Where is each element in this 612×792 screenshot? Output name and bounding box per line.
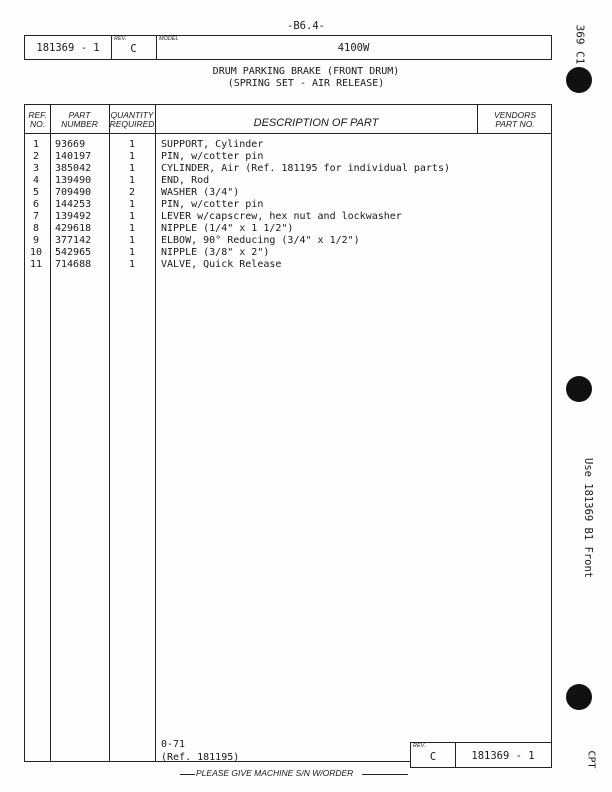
margin-note-middle: Use 181369 B1 Front <box>582 458 594 579</box>
ref-no: 1 <box>32 139 40 150</box>
top-model-value: 4100W <box>337 42 370 54</box>
header-part-number: PART NUMBER <box>61 110 98 129</box>
table-row <box>25 247 551 259</box>
qty: 1 <box>128 151 136 162</box>
table-row <box>25 259 551 271</box>
part-no: 542965 <box>55 247 92 258</box>
table-row <box>25 163 551 175</box>
parts-table <box>24 104 552 762</box>
footnote-ref: (Ref. 181195) <box>161 752 240 763</box>
description: NIPPLE (3/8" x 2") <box>161 247 270 258</box>
qty: 1 <box>128 211 136 222</box>
qty: 1 <box>128 139 136 150</box>
footer-rule-left <box>180 774 195 775</box>
part-no: 140197 <box>55 151 92 162</box>
qty: 1 <box>128 235 136 246</box>
part-no: 385042 <box>55 163 92 174</box>
header-quantity: QUANTITY REQUIRED <box>109 110 155 129</box>
table-row <box>25 175 551 187</box>
part-no: 714688 <box>55 259 92 270</box>
description: SUPPORT, Cylinder <box>161 139 264 150</box>
description: PIN, w/cotter pin <box>161 199 264 210</box>
qty: 1 <box>128 247 136 258</box>
footer-rule-right <box>362 774 408 775</box>
table-row <box>25 139 551 151</box>
table-row <box>25 223 551 235</box>
part-no: 139492 <box>55 211 92 222</box>
part-no: 429618 <box>55 223 92 234</box>
qty: 1 <box>128 259 136 270</box>
table-row <box>25 235 551 247</box>
description: PIN, w/cotter pin <box>161 151 264 162</box>
table-row <box>25 199 551 211</box>
ref-no: 7 <box>32 211 40 222</box>
top-rev-label: REV. <box>114 36 127 42</box>
bottom-rev-value: C <box>429 751 437 763</box>
page-number: -B6.4- <box>287 20 325 32</box>
description: NIPPLE (1/4" x 1 1/2") <box>161 223 294 234</box>
top-id-box <box>24 35 552 60</box>
description: ELBOW, 90° Reducing (3/4" x 1/2") <box>161 235 360 246</box>
header-ref: REF. NO. <box>28 110 47 129</box>
description: LEVER w/capscrew, hex nut and lockwasher <box>161 211 402 222</box>
footer-text: PLEASE GIVE MACHINE S/N W/ORDER <box>196 768 354 778</box>
ref-no: 3 <box>32 163 40 174</box>
part-no: 144253 <box>55 199 92 210</box>
ref-no: 4 <box>32 175 40 186</box>
top-model-label: MODEL <box>159 36 179 42</box>
ref-no: 6 <box>32 199 40 210</box>
ref-no: 2 <box>32 151 40 162</box>
table-row <box>25 211 551 223</box>
margin-note-bottom: CPT <box>585 750 597 769</box>
ref-no: 5 <box>32 187 40 198</box>
table-row <box>25 187 551 199</box>
section-title-line1: DRUM PARKING BRAKE (FRONT DRUM) <box>212 66 400 77</box>
binder-hole-top <box>566 67 592 93</box>
part-no: 93669 <box>55 139 86 150</box>
description: WASHER (3/4") <box>161 187 240 198</box>
part-no: 709490 <box>55 187 92 198</box>
ref-no: 10 <box>29 247 43 258</box>
description: CYLINDER, Air (Ref. 181195 for individual parts) <box>161 163 450 174</box>
part-no: 377142 <box>55 235 92 246</box>
ref-no: 9 <box>32 235 40 246</box>
bottom-part-number: 181369 - 1 <box>471 750 535 762</box>
margin-note-top: 369 C1 <box>573 24 587 65</box>
section-title-line2: (SPRING SET - AIR RELEASE) <box>227 78 385 89</box>
ref-no: 11 <box>29 259 43 270</box>
binder-hole-middle <box>566 376 592 402</box>
top-part-number: 181369 - 1 <box>36 42 100 54</box>
bottom-rev-label: REV. <box>413 743 426 749</box>
bottom-id-box <box>410 742 552 768</box>
description: VALVE, Quick Release <box>161 259 282 270</box>
header-vendors: VENDORS PART NO. <box>493 110 537 129</box>
qty: 1 <box>128 199 136 210</box>
qty: 1 <box>128 223 136 234</box>
footnote-code: 0-71 <box>161 739 186 750</box>
ref-no: 8 <box>32 223 40 234</box>
binder-hole-bottom <box>566 684 592 710</box>
qty: 2 <box>128 187 136 198</box>
part-no: 139490 <box>55 175 92 186</box>
header-description: DESCRIPTION OF PART <box>253 117 379 129</box>
top-rev-value: C <box>130 43 137 55</box>
qty: 1 <box>128 163 136 174</box>
qty: 1 <box>128 175 136 186</box>
description: END, Rod <box>161 175 210 186</box>
table-row <box>25 151 551 163</box>
